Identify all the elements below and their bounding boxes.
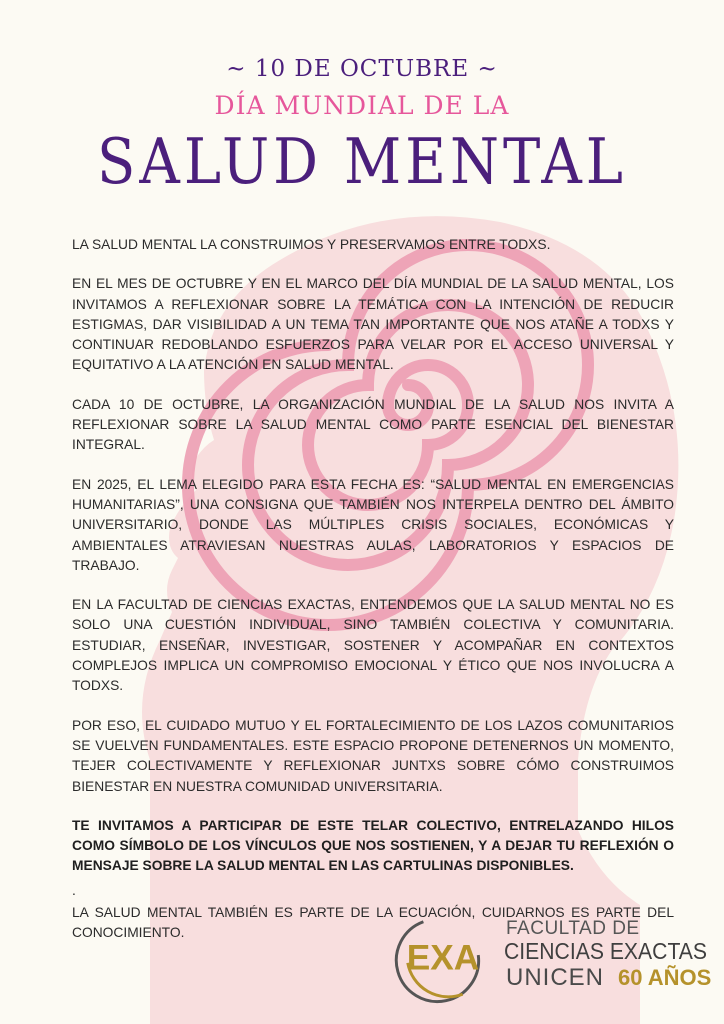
paragraph-cuidado-mutuo: POR ESO, EL CUIDADO MUTUO Y EL FORTALECIMIENTO DE LOS LAZOS COMUNITARIOS SE VUELVEN FUNDAMENTALES. ESTE ESPACIO PROPONE DETENERNOS UN MOMENTO, TEJER COLECTIVAMENTE Y REFLEXIONAR JUNTXS SOBRE CÓMO CONSTRUIMOS BIENESTAR EN NUESTRA COMUNIDAD UNIVERSITARIA. [72,717,674,794]
paragraph-lema-2025: EN 2025, EL LEMA ELEGIDO PARA ESTA FECHA ES: “SALUD MENTAL EN EMERGENCIAS HUMANITARIAS”, UNA CONSIGNA QUE TAMBIÉN NOS INTERPELA DENTRO DEL ÁMBITO UNIVERSITARIO, DONDE LAS MÚLTIPLES CRISIS SOCIALES, ECONÓMICAS Y AMBIENTALES ATRAVIESAN NUESTRAS AULAS, LABORATORIOS Y ESPACIOS DE TRABAJO. [72,476,674,573]
paragraph-closing: LA SALUD MENTAL TAMBIÉN ES PARTE DE LA ECUACIÓN, CUIDARNOS ES PARTE DEL CONOCIMIENTO. [72,905,674,941]
logo-anniversary: 60 AÑOS [618,965,712,990]
logo-unicen: UNICEN [506,964,605,991]
faculty-logo [394,904,712,1008]
poster-body [72,235,674,963]
event-title: SALUD MENTAL [97,126,627,199]
paragraph-intro: LA SALUD MENTAL LA CONSTRUIMOS Y PRESERVAMOS ENTRE TODXS. [72,237,551,252]
event-subtitle: DÍA MUNDIAL DE LA [214,91,510,120]
logo-facultad-de: FACULTAD DE [506,918,640,939]
event-date: ~ 10 DE OCTUBRE ~ [226,56,498,82]
paragraph-facultad: EN LA FACULTAD DE CIENCIAS EXACTAS, ENTENDEMOS QUE LA SALUD MENTAL NO ES SOLO UNA CUESTIÓN INDIVIDUAL, SINO TAMBIÉN COLECTIVA Y COMUNITARIA. ESTUDIAR, ENSEÑAR, INVESTIGAR, SOSTENER Y ACOMPAÑAR EN CONTEXTOS COMPLEJOS IMPLICA UN COMPROMISO EMOCIONAL Y ÉTICO QUE NOS INVOLUCRA A TODXS. [72,597,674,694]
logo-mark-text: EXA [406,938,480,978]
paragraph-call-to-action: TE INVITAMOS A PARTICIPAR DE ESTE TELAR COLECTIVO, ENTRELAZANDO HILOS COMO SÍMBOLO DE LOS VÍNCULOS QUE NOS SOSTIENEN, Y A DEJAR TU REFLEXIÓN O MENSAJE SOBRE LA SALUD MENTAL EN LAS CARTULINAS DISPONIBLES. [72,817,674,874]
exa-ring-logo-icon [394,908,492,1006]
paragraph-oms: CADA 10 DE OCTUBRE, LA ORGANIZACIÓN MUNDIAL DE LA SALUD NOS INVITA A REFLEXIONAR SOBRE LA SALUD MENTAL COMO PARTE ESENCIAL DEL BIENESTAR INTEGRAL. [72,396,674,453]
logo-ciencias-exactas: CIENCIAS EXACTAS [504,938,708,964]
paragraph-invitation: EN EL MES DE OCTUBRE Y EN EL MARCO DEL DÍA MUNDIAL DE LA SALUD MENTAL, LOS INVITAMOS A REFLEXIONAR SOBRE LA TEMÁTICA CON LA INTENCIÓN DE REDUCIR ESTIGMAS, DAR VISIBILIDAD A UN TEMA TAN IMPORTANTE QUE NOS ATAÑE A TODXS Y CONTINUAR REDOBLANDO ESFUERZOS PARA VELAR POR EL ACCESO UNIVERSAL Y EQUITATIVO A LA ATENCIÓN EN SALUD MENTAL. [72,276,674,373]
separator-dot: . [72,882,76,898]
poster-header [0,52,724,199]
logo-bottom-row [506,964,711,992]
